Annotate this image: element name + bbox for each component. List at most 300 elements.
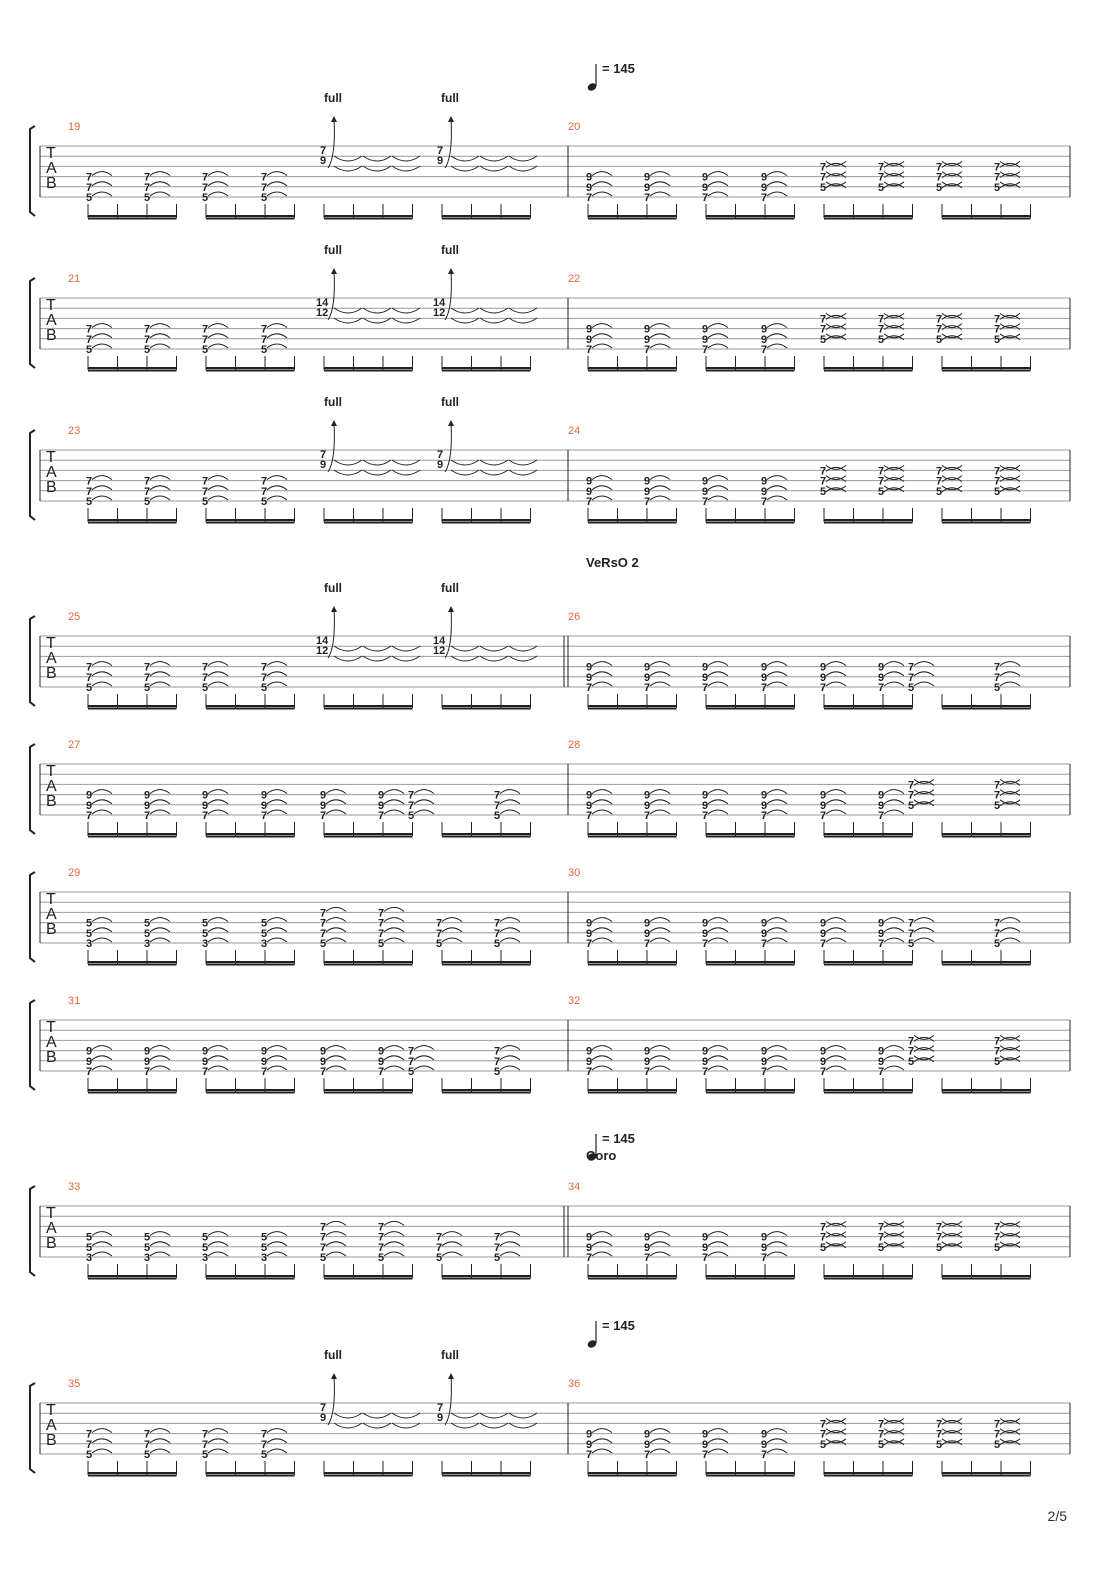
tab-clef-letter: B — [46, 921, 57, 938]
tab-clef-letter: T — [46, 635, 56, 652]
measure-number: 21 — [68, 273, 81, 285]
tab-clef-letter: T — [46, 1402, 56, 1419]
tie-arc — [384, 918, 404, 922]
fret-number: 9 — [644, 1438, 651, 1451]
beam — [706, 833, 795, 835]
tie-arc — [150, 1242, 170, 1246]
tie-arc — [509, 308, 537, 313]
fret-number: 7 — [761, 810, 768, 822]
fret-number: 9 — [761, 789, 768, 802]
fret-number: 7 — [494, 917, 501, 930]
tie-arc — [150, 662, 170, 666]
fret-number: 5 — [494, 938, 501, 950]
tie-arc — [150, 476, 170, 480]
tie-arc — [150, 1046, 170, 1050]
fret-number: 3 — [86, 1252, 93, 1264]
tie-arc — [267, 682, 287, 686]
tie-arc — [884, 800, 904, 804]
fret-number: 9 — [820, 917, 827, 930]
fret-number: 3 — [202, 1252, 209, 1264]
fret-number: 7 — [994, 171, 1001, 184]
tie-arc — [650, 324, 670, 328]
beam — [88, 833, 177, 835]
tie-arc — [500, 928, 520, 932]
fret-number: 5 — [202, 192, 209, 204]
beam — [442, 1092, 531, 1094]
fret-number: 7 — [761, 1066, 768, 1078]
fret-number: 7 — [586, 1252, 593, 1264]
fret-number: 9 — [761, 799, 768, 812]
tie-arc — [650, 672, 670, 676]
beam — [324, 964, 413, 966]
fret-number: 7 — [86, 1066, 93, 1078]
tie-arc — [500, 1252, 520, 1256]
fret-number: 7 — [378, 907, 385, 920]
beam — [824, 1089, 913, 1091]
tie-arc — [208, 1439, 228, 1443]
tie-arc — [480, 460, 508, 465]
tie-arc — [363, 1413, 391, 1418]
bend-curve — [328, 270, 334, 320]
fret-number: 9 — [702, 323, 709, 336]
tie-arc — [208, 476, 228, 480]
beam — [706, 215, 795, 217]
fret-number: 7 — [408, 1045, 415, 1058]
tie-arc — [650, 800, 670, 804]
fret-number: 7 — [994, 1428, 1001, 1441]
fret-number: 7 — [144, 1066, 151, 1078]
tie-arc — [208, 486, 228, 490]
beam — [588, 1278, 677, 1280]
tie-arc — [267, 172, 287, 176]
fret-number: 9 — [878, 671, 885, 684]
fret-number: 7 — [202, 1428, 209, 1441]
tie-arc — [592, 1242, 612, 1246]
tempo-label: = 145 — [602, 61, 635, 76]
system-brace — [30, 430, 35, 520]
tie-arc — [650, 790, 670, 794]
bend-label: full — [441, 395, 459, 409]
beam — [206, 961, 295, 963]
tie-arc — [334, 646, 362, 651]
tie-arc — [451, 156, 479, 161]
tie-arc — [208, 192, 228, 196]
fret-number: 5 — [202, 917, 209, 930]
fret-number: 7 — [878, 171, 885, 184]
tie-arc — [392, 156, 420, 161]
beam — [706, 964, 795, 966]
tie-arc — [267, 1242, 287, 1246]
fret-number: 5 — [261, 1449, 268, 1461]
tie-arc — [650, 682, 670, 686]
fret-number: 9 — [761, 1438, 768, 1451]
beam — [706, 522, 795, 524]
tie-arc — [767, 1056, 787, 1060]
fret-number: 9 — [586, 1428, 593, 1441]
fret-number: 7 — [86, 171, 93, 184]
fret-number: 5 — [408, 810, 415, 822]
tie-arc — [267, 938, 287, 942]
tab-clef-letter: T — [46, 297, 56, 314]
fret-number: 7 — [878, 938, 885, 950]
fret-number: 7 — [494, 1231, 501, 1244]
fret-number: 7 — [936, 313, 943, 326]
fret-number: 7 — [378, 927, 385, 940]
beam — [588, 1275, 677, 1277]
tie-arc — [384, 907, 404, 911]
tie-arc — [480, 646, 508, 651]
tie-arc — [708, 1046, 728, 1050]
tie-arc — [914, 672, 934, 676]
tie-arc — [267, 1232, 287, 1236]
fret-number: 7 — [878, 1418, 885, 1431]
tie-arc — [708, 182, 728, 186]
fret-number: 7 — [261, 181, 268, 194]
fret-number: 7 — [878, 1428, 885, 1441]
tie-arc — [500, 1232, 520, 1236]
beam — [324, 1089, 413, 1091]
fret-number: 9 — [644, 1241, 651, 1254]
fret-number: 7 — [320, 927, 327, 940]
tie-arc — [708, 496, 728, 500]
tab-clef-letter: T — [46, 449, 56, 466]
tie-arc — [150, 1252, 170, 1256]
tie-arc — [884, 672, 904, 676]
tie-arc — [914, 928, 934, 932]
fret-number: 5 — [261, 1231, 268, 1244]
fret-number: 7 — [378, 917, 385, 930]
beam — [442, 370, 531, 372]
fret-number: 9 — [644, 171, 651, 184]
beam — [706, 1089, 795, 1091]
fret-number: 9 — [644, 485, 651, 498]
tie-arc — [92, 172, 112, 176]
tie-arc — [267, 918, 287, 922]
tie-arc — [267, 790, 287, 794]
fret-number: 5 — [908, 799, 915, 812]
beam — [942, 370, 1031, 372]
tie-arc — [767, 918, 787, 922]
fret-number: 9 — [761, 485, 768, 498]
beam — [442, 519, 531, 521]
fret-number: 5 — [936, 181, 943, 194]
tie-arc — [592, 928, 612, 932]
fret-number: 7 — [86, 333, 93, 346]
measure-number: 26 — [568, 611, 581, 623]
fret-number: 7 — [494, 799, 501, 812]
tie-arc — [392, 646, 420, 651]
fret-number: 7 — [437, 449, 444, 461]
tie-arc — [650, 662, 670, 666]
tie-arc — [767, 486, 787, 490]
fret-number: 9 — [878, 927, 885, 940]
fret-number: 9 — [644, 333, 651, 346]
tie-arc — [708, 1449, 728, 1453]
fret-number: 5 — [820, 485, 827, 498]
fret-number: 7 — [320, 1402, 327, 1414]
fret-number: 7 — [494, 1241, 501, 1254]
fret-number: 7 — [994, 313, 1001, 326]
beam — [324, 218, 413, 220]
beam — [824, 370, 913, 372]
fret-number: 7 — [586, 496, 593, 508]
tie-arc — [826, 1056, 846, 1060]
fret-number: 5 — [878, 485, 885, 498]
beam — [324, 1475, 413, 1477]
bend-label: full — [324, 395, 342, 409]
fret-number: 7 — [378, 1221, 385, 1234]
fret-number: 9 — [261, 1045, 268, 1058]
fret-number: 5 — [494, 1066, 501, 1078]
tie-arc — [767, 672, 787, 676]
fret-number: 7 — [261, 333, 268, 346]
tie-arc — [650, 918, 670, 922]
tie-arc — [326, 1046, 346, 1050]
tie-arc — [708, 1439, 728, 1443]
tie-arc — [592, 1252, 612, 1256]
fret-number: 5 — [202, 496, 209, 508]
tie-arc — [500, 810, 520, 814]
fret-number: 7 — [936, 465, 943, 478]
tie-arc — [92, 1056, 112, 1060]
beam — [88, 1278, 177, 1280]
tab-clef-letter: T — [46, 763, 56, 780]
tie-arc — [914, 682, 934, 686]
fret-number: 3 — [261, 1252, 268, 1264]
beam — [824, 836, 913, 838]
fret-number: 7 — [586, 344, 593, 356]
beam — [942, 705, 1031, 707]
tie-arc — [384, 800, 404, 804]
fret-number: 7 — [761, 1252, 768, 1264]
tie-arc — [150, 1449, 170, 1453]
fret-number: 7 — [994, 779, 1001, 792]
fret-number: 7 — [994, 789, 1001, 802]
tie-arc — [92, 182, 112, 186]
bend-label: full — [441, 91, 459, 105]
fret-number: 7 — [820, 1428, 827, 1441]
tie-arc — [92, 1232, 112, 1236]
tie-arc — [708, 192, 728, 196]
fret-number: 5 — [144, 344, 151, 356]
fret-number: 9 — [202, 1045, 209, 1058]
fret-number: 7 — [936, 1231, 943, 1244]
fret-number: 5 — [86, 682, 93, 694]
fret-number: 9 — [820, 671, 827, 684]
tie-arc — [650, 1242, 670, 1246]
fret-number: 7 — [908, 1035, 915, 1048]
bend-curve — [328, 422, 334, 472]
fret-number: 7 — [144, 171, 151, 184]
fret-number: 9 — [644, 1045, 651, 1058]
tie-arc — [150, 486, 170, 490]
tie-arc — [384, 1242, 404, 1246]
tie-arc — [414, 800, 434, 804]
tab-clef-letter: T — [46, 145, 56, 162]
tie-arc — [480, 308, 508, 313]
fret-number: 7 — [437, 1402, 444, 1414]
fret-number: 9 — [702, 1428, 709, 1441]
tie-arc — [92, 324, 112, 328]
tie-arc — [826, 918, 846, 922]
fret-number: 5 — [878, 181, 885, 194]
bend-label: full — [441, 1348, 459, 1362]
fret-number: 7 — [702, 1252, 709, 1264]
tie-arc — [326, 938, 346, 942]
fret-number: 7 — [202, 171, 209, 184]
tie-arc — [267, 324, 287, 328]
fret-number: 9 — [437, 1412, 444, 1425]
fret-number: 7 — [936, 1221, 943, 1234]
beam — [942, 1275, 1031, 1277]
fret-number: 7 — [144, 333, 151, 346]
fret-number: 7 — [702, 344, 709, 356]
fret-number: 5 — [936, 485, 943, 498]
fret-number: 9 — [878, 789, 885, 802]
tie-arc — [1000, 918, 1020, 922]
tie-arc — [767, 810, 787, 814]
beam — [442, 1475, 531, 1477]
tie-arc — [208, 496, 228, 500]
fret-number: 9 — [702, 799, 709, 812]
fret-number: 14 — [316, 297, 329, 309]
fret-number: 9 — [86, 799, 93, 812]
tie-arc — [650, 1439, 670, 1443]
tie-arc — [708, 1242, 728, 1246]
tab-clef-letter: A — [46, 312, 57, 329]
tie-arc — [592, 324, 612, 328]
beam — [88, 1089, 177, 1091]
tie-arc — [267, 662, 287, 666]
tie-arc — [592, 182, 612, 186]
beam — [88, 836, 177, 838]
fret-number: 12 — [433, 307, 446, 320]
beam — [942, 519, 1031, 521]
tie-arc — [884, 682, 904, 686]
tie-arc — [708, 1066, 728, 1070]
tie-arc — [592, 662, 612, 666]
fret-number: 7 — [908, 661, 915, 674]
beam — [88, 215, 177, 217]
beam — [588, 370, 677, 372]
fret-number: 9 — [702, 1438, 709, 1451]
tie-arc — [384, 810, 404, 814]
tie-arc — [767, 682, 787, 686]
measure-number: 24 — [568, 425, 581, 437]
fret-number: 9 — [702, 917, 709, 930]
fret-number: 7 — [261, 475, 268, 488]
fret-number: 9 — [644, 799, 651, 812]
tie-arc — [592, 790, 612, 794]
tie-arc — [592, 344, 612, 348]
tie-arc — [414, 1056, 434, 1060]
fret-number: 5 — [820, 1241, 827, 1254]
tie-arc — [267, 334, 287, 338]
beam — [942, 961, 1031, 963]
tab-clef-letter: T — [46, 1019, 56, 1036]
tie-arc — [442, 918, 462, 922]
fret-number: 5 — [144, 682, 151, 694]
beam — [206, 218, 295, 220]
fret-number: 9 — [761, 927, 768, 940]
beam — [88, 961, 177, 963]
tie-arc — [592, 938, 612, 942]
fret-number: 7 — [586, 1066, 593, 1078]
fret-number: 5 — [144, 917, 151, 930]
fret-number: 5 — [820, 1438, 827, 1451]
tie-arc — [480, 1413, 508, 1418]
bend-label: full — [324, 91, 342, 105]
tie-arc — [650, 182, 670, 186]
fret-number: 7 — [908, 671, 915, 684]
tie-arc — [767, 1252, 787, 1256]
fret-number: 5 — [202, 344, 209, 356]
beam — [442, 218, 531, 220]
beam — [824, 367, 913, 369]
fret-number: 9 — [761, 661, 768, 674]
tie-arc — [767, 192, 787, 196]
tie-arc — [92, 476, 112, 480]
tie-arc — [650, 1449, 670, 1453]
system-brace — [30, 744, 35, 834]
beam — [88, 705, 177, 707]
measure-number: 35 — [68, 1378, 81, 1390]
fret-number: 5 — [144, 1231, 151, 1244]
tie-arc — [267, 1046, 287, 1050]
fret-number: 7 — [320, 917, 327, 930]
tie-arc — [392, 308, 420, 313]
beam — [824, 218, 913, 220]
fret-number: 7 — [820, 1221, 827, 1234]
tab-clef-letter: A — [46, 778, 57, 795]
bend-label: full — [324, 243, 342, 257]
tie-arc — [92, 1439, 112, 1443]
fret-number: 7 — [202, 485, 209, 498]
fret-number: 7 — [644, 192, 651, 204]
tie-arc — [767, 182, 787, 186]
bend-curve — [328, 1375, 334, 1425]
fret-number: 7 — [586, 1449, 593, 1461]
beam — [88, 964, 177, 966]
tie-arc — [442, 1252, 462, 1256]
fret-number: 9 — [586, 927, 593, 940]
tie-arc — [1000, 682, 1020, 686]
tie-arc — [592, 1046, 612, 1050]
fret-number: 9 — [586, 1055, 593, 1068]
tie-arc — [150, 182, 170, 186]
tie-arc — [326, 1056, 346, 1060]
fret-number: 5 — [86, 1231, 93, 1244]
tie-arc — [884, 928, 904, 932]
tab-clef-letter: B — [46, 793, 57, 810]
tie-arc — [500, 790, 520, 794]
tie-arc — [208, 1066, 228, 1070]
section-label: Coro — [586, 1148, 617, 1163]
fret-number: 9 — [644, 475, 651, 488]
fret-number: 9 — [878, 917, 885, 930]
beam — [88, 708, 177, 710]
tie-arc — [708, 172, 728, 176]
fret-number: 7 — [702, 682, 709, 694]
fret-number: 5 — [202, 1241, 209, 1254]
fret-number: 5 — [436, 938, 443, 950]
beam — [588, 833, 677, 835]
tie-arc — [267, 672, 287, 676]
tie-arc — [592, 810, 612, 814]
beam — [324, 708, 413, 710]
tie-arc — [509, 460, 537, 465]
fret-number: 9 — [702, 475, 709, 488]
